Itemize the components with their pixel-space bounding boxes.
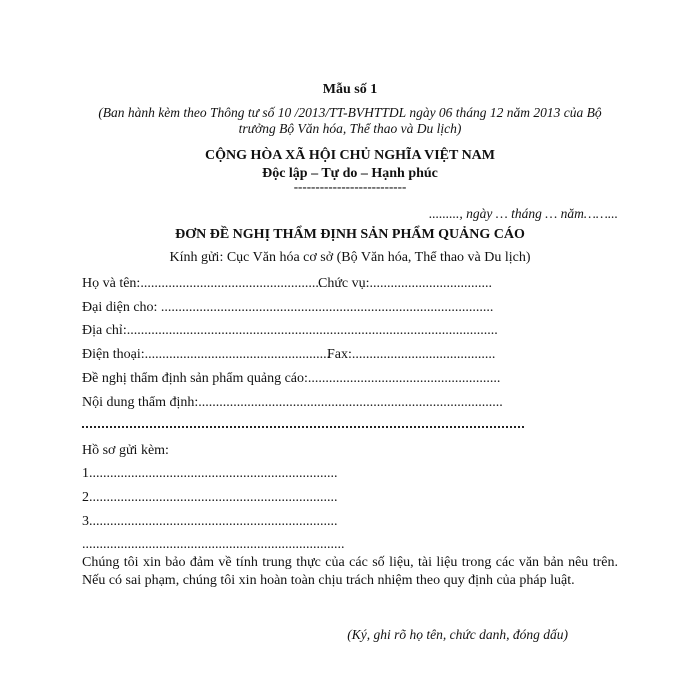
- request-field: Đề nghị thẩm định sản phẩm quảng cáo:.......................................................: [82, 371, 501, 386]
- date-line: ........., ngày … tháng … năm……...: [428, 206, 618, 221]
- header-separator: --------------------------: [293, 179, 407, 194]
- signature-note: (Ký, ghi rõ họ tên, chức danh, đóng dấu): [347, 627, 568, 642]
- attachment-item: 1.......................................................................: [82, 466, 338, 481]
- national-title: CỘNG HÒA XÃ HỘI CHỦ NGHĨA VIỆT NAM: [204, 148, 495, 163]
- form-number: Mẫu số 1: [322, 82, 378, 97]
- addressee: Kính gửi: Cục Văn hóa cơ sở (Bộ Văn hóa, Thể thao và Du lịch): [169, 250, 531, 265]
- position-field: Chức vụ:...................................: [318, 276, 493, 291]
- content-continuation-line: [82, 424, 524, 428]
- address-field: Địa chỉ:..........................................................................................................: [82, 323, 498, 338]
- attachment-item: 3.......................................................................: [82, 514, 338, 529]
- phone-field: Điện thoại:.....................................................: [82, 347, 331, 362]
- document-title: ĐƠN ĐỀ NGHỊ THẨM ĐỊNH SẢN PHẨM QUẢNG CÁO: [175, 227, 525, 242]
- representative-field: Đại diện cho: ...............................................................................................: [82, 300, 494, 315]
- attachment-item: ...........................................................................: [82, 537, 345, 552]
- content-field: Nội dung thẩm định:.......................................................................................: [82, 395, 503, 410]
- attachment-item: 2.......................................................................: [82, 490, 338, 505]
- commitment-text: Chúng tôi xin bảo đảm về tính trung thực của các số liệu, tài liệu trong các văn bản nêu trên. Nếu có sai phạm, chúng tôi xin hoàn toàn chịu trách nhiệm theo quy định của pháp luật.: [82, 555, 618, 588]
- motto: Độc lập – Tự do – Hạnh phúc: [262, 166, 438, 181]
- name-field: Họ và tên:....................................................: [82, 276, 323, 291]
- fax-field: Fax:.........................................: [327, 347, 496, 362]
- issued-note: (Ban hành kèm theo Thông tư số 10 /2013/TT-BVHTTDL ngày 06 tháng 12 năm 2013 của Bộ trưởng Bộ Văn hóa, Thể thao và Du lịch): [98, 105, 602, 136]
- attachments-label: Hồ sơ gửi kèm:: [82, 443, 169, 458]
